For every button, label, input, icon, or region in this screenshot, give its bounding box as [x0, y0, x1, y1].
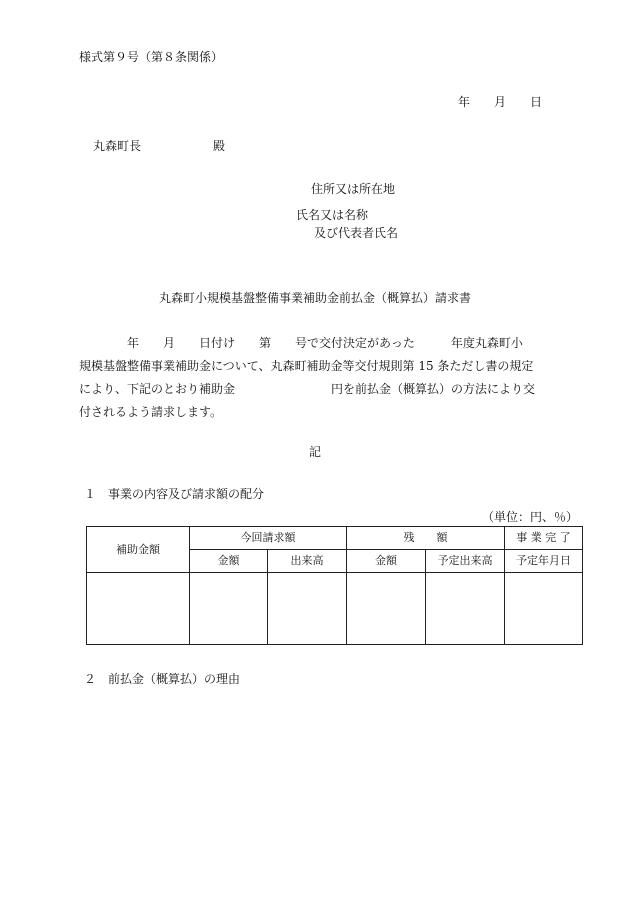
header-current-done: 出来高	[268, 550, 347, 573]
request-body	[79, 332, 585, 424]
header-completion: 事 業 完 了	[505, 527, 583, 550]
header-balance: 残 額	[347, 527, 505, 550]
header-balance-amount: 金額	[347, 550, 426, 573]
section-1-heading: １ 事業の内容及び請求額の配分	[84, 487, 265, 501]
unit-note: （単位：円、％）	[482, 510, 579, 524]
body-line: により、下記のとおり補助金 円を前払金（概算払）の方法により交	[79, 382, 536, 396]
ki-heading: 記	[308, 445, 321, 459]
cell-current-amount[interactable]	[190, 573, 268, 645]
body-line: 規模基盤整備事業補助金について、丸森町補助金等交付規則第 15 条ただし書の規定	[79, 359, 534, 373]
header-current-request: 今回請求額	[190, 527, 347, 550]
header-subsidy-amount: 補助金額	[87, 527, 190, 573]
cell-balance-planned[interactable]	[426, 573, 505, 645]
cell-current-done[interactable]	[268, 573, 347, 645]
document-title: 丸森町小規模基盤整備事業補助金前払金（概算払）請求書	[158, 291, 471, 305]
body-line: 年 月 日付け 第 号で交付決定があった 年度丸森町小	[79, 336, 523, 350]
section-2-heading: ２ 前払金（概算払）の理由	[84, 672, 241, 686]
cell-balance-amount[interactable]	[347, 573, 426, 645]
allocation-table	[86, 526, 583, 645]
representative-label: 及び代表者氏名	[314, 226, 399, 240]
date-line: 年 月 日	[458, 95, 543, 109]
addressee: 丸森町長 殿	[93, 139, 226, 153]
header-current-amount: 金額	[190, 550, 268, 573]
body-line: 付されるよう請求します。	[79, 405, 223, 419]
header-balance-planned: 予定出来高	[426, 550, 505, 573]
name-label: 氏名又は名称	[296, 208, 369, 222]
header-completion-date: 予定年月日	[505, 550, 583, 573]
address-label: 住所又は所在地	[311, 182, 396, 196]
table-row	[87, 573, 583, 645]
form-number: 様式第９号（第８条関係）	[79, 50, 224, 64]
cell-subsidy-amount[interactable]	[87, 573, 190, 645]
cell-completion-date[interactable]	[505, 573, 583, 645]
